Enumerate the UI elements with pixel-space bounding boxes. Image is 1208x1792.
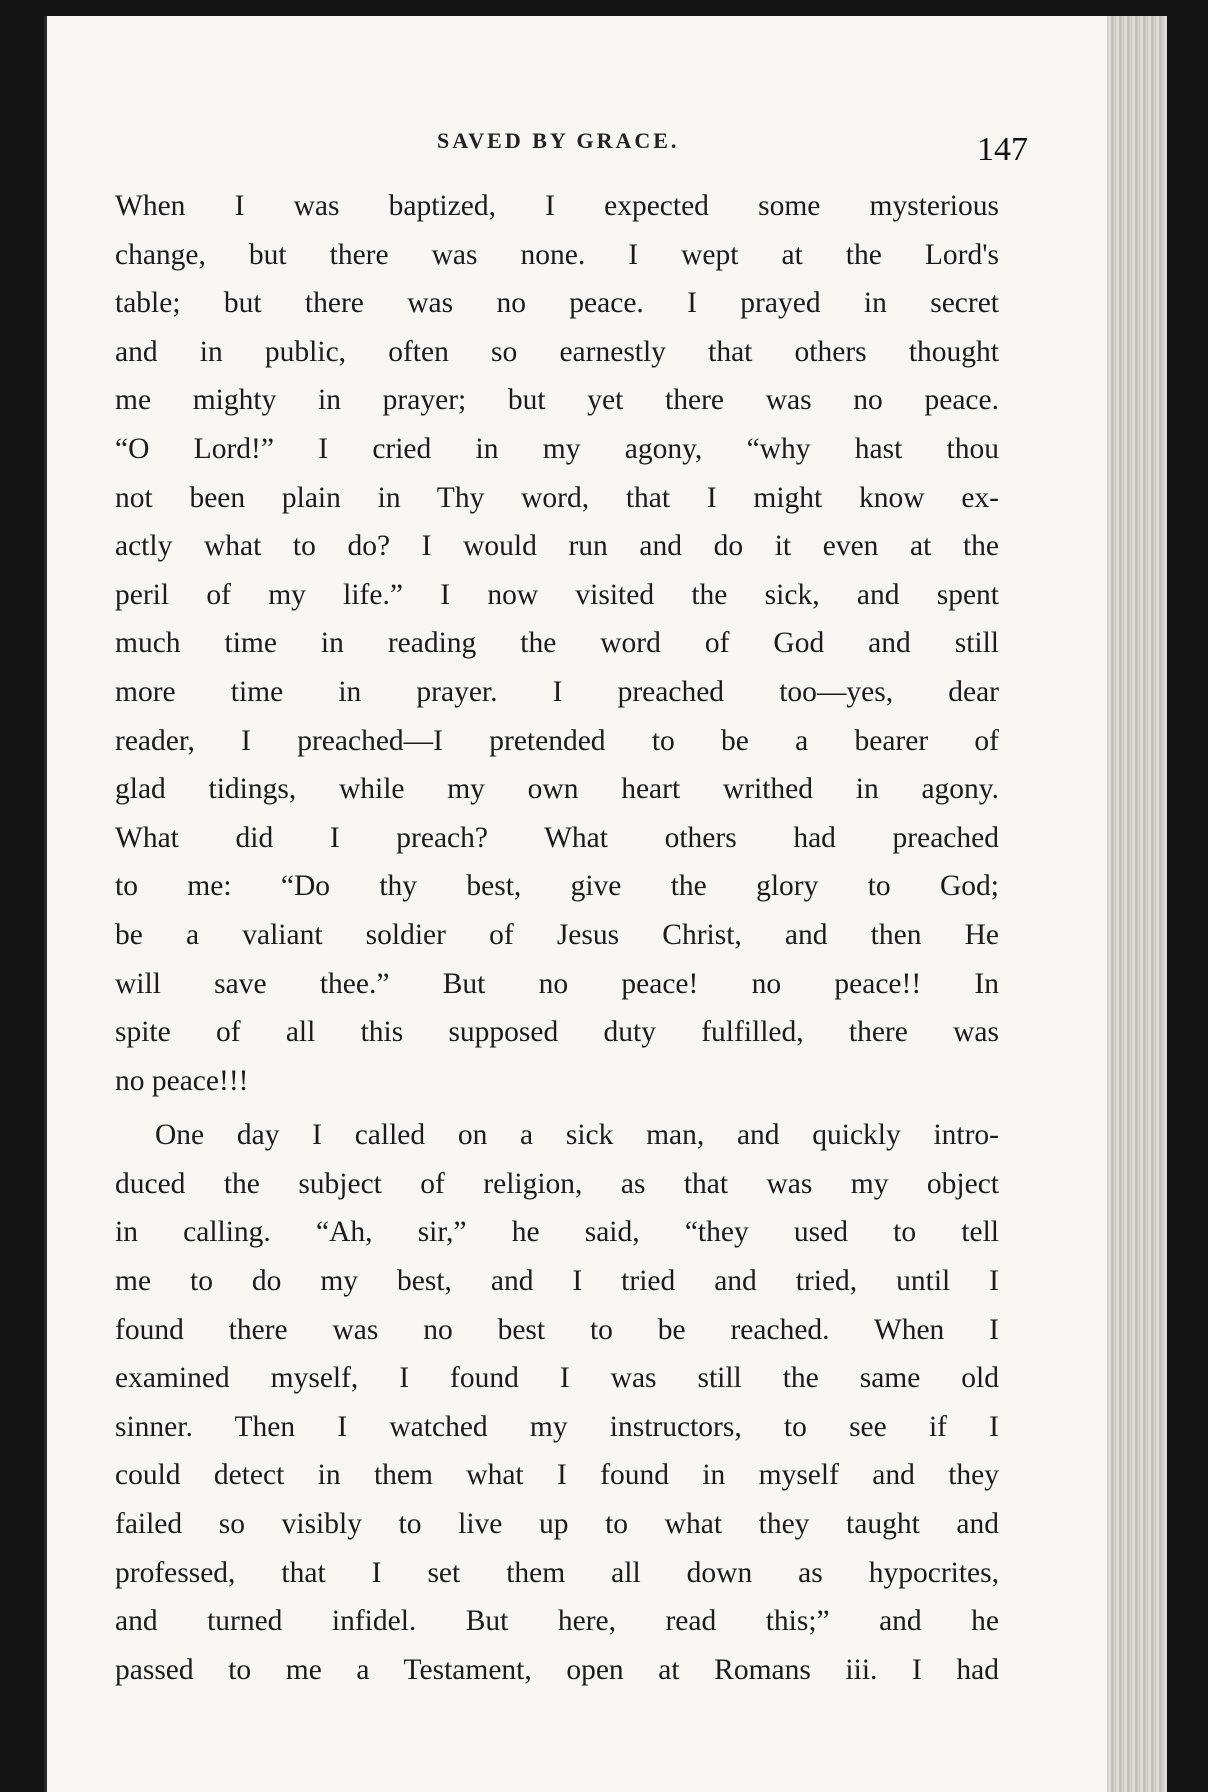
text-line: professed, that I set them all down as hypocrites, bbox=[115, 1556, 999, 1589]
text-line: more time in prayer. I preached too—yes, dear bbox=[115, 675, 999, 708]
text-line: duced the subject of religion, as that was my object bbox=[115, 1167, 999, 1200]
text-line: and in public, often so earnestly that others thought bbox=[115, 335, 999, 368]
text-line: One day I called on a sick man, and quickly intro- bbox=[155, 1119, 999, 1152]
paragraph-2 bbox=[115, 1111, 999, 1694]
text-line: change, but there was none. I wept at the Lord's bbox=[115, 238, 999, 271]
text-line: examined myself, I found I was still the same old bbox=[115, 1362, 999, 1395]
page-number: 147 bbox=[977, 131, 1028, 168]
body-text bbox=[115, 182, 999, 1694]
text-line: be a valiant soldier of Jesus Christ, and then He bbox=[115, 918, 999, 951]
running-title: SAVED BY GRACE. bbox=[437, 128, 680, 153]
text-line: When I was baptized, I expected some mysterious bbox=[115, 190, 999, 222]
text-line: table; but there was no peace. I prayed in secret bbox=[115, 287, 999, 320]
text-line: and turned infidel. But here, read this;” and he bbox=[115, 1605, 999, 1638]
text-line: could detect in them what I found in myself and they bbox=[115, 1459, 999, 1492]
text-line: not been plain in Thy word, that I might know ex- bbox=[115, 481, 999, 514]
text-line: much time in reading the word of God and still bbox=[115, 627, 999, 660]
text-line: found there was no best to be reached. When I bbox=[115, 1313, 999, 1346]
book-page bbox=[44, 16, 1167, 1792]
paragraph-1 bbox=[115, 182, 999, 1105]
text-line: spite of all this supposed duty fulfilled, there was bbox=[115, 1016, 999, 1049]
text-line: “O Lord!” I cried in my agony, “why hast thou bbox=[115, 432, 999, 465]
text-line: in calling. “Ah, sir,” he said, “they used to tell bbox=[115, 1216, 999, 1249]
text-line: actly what to do? I would run and do it even at the bbox=[115, 530, 999, 563]
text-line: will save thee.” But no peace! no peace!! In bbox=[115, 967, 999, 1000]
text-line: glad tidings, while my own heart writhed in agony. bbox=[115, 773, 999, 806]
text-line: What did I preach? What others had preached bbox=[115, 821, 999, 854]
text-line: sinner. Then I watched my instructors, to see if I bbox=[115, 1410, 999, 1443]
text-line: peril of my life.” I now visited the sick, and spent bbox=[115, 578, 999, 611]
text-line: no peace!!! bbox=[115, 1064, 249, 1097]
text-line: failed so visibly to live up to what they taught and bbox=[115, 1508, 999, 1541]
page-edges bbox=[1107, 16, 1167, 1792]
text-line: me to do my best, and I tried and tried, until I bbox=[115, 1265, 999, 1298]
text-line: to me: “Do thy best, give the glory to God; bbox=[115, 870, 999, 903]
text-line: passed to me a Testament, open at Romans iii. I had bbox=[115, 1653, 999, 1686]
text-line: me mighty in prayer; but yet there was no peace. bbox=[115, 384, 999, 417]
text-line: reader, I preached—I pretended to be a bearer of bbox=[115, 724, 999, 757]
